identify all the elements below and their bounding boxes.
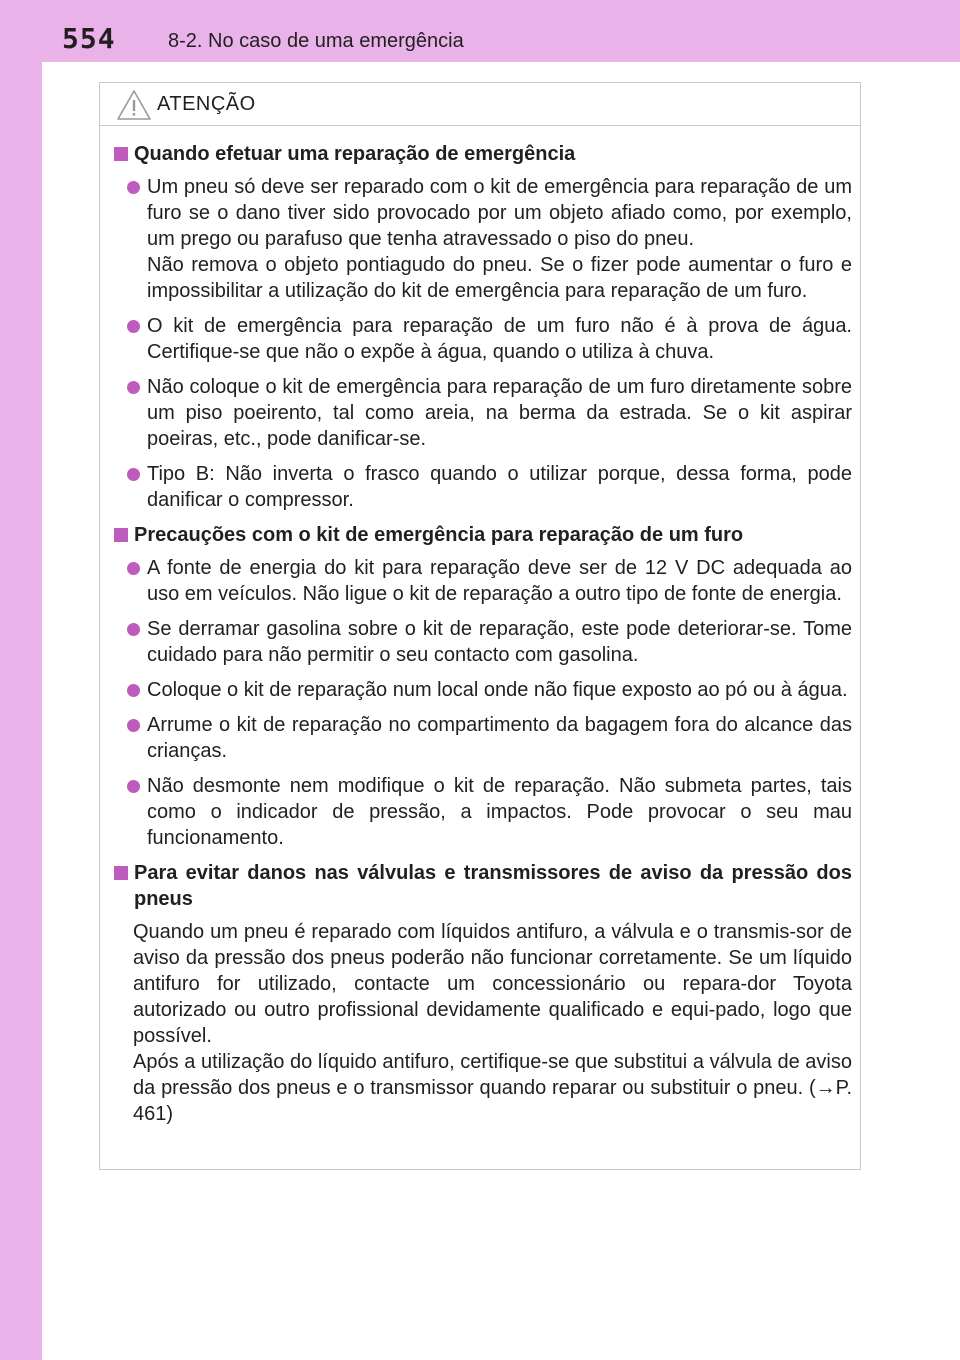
side-color-strip: [0, 0, 42, 1360]
item-text: Se derramar gasolina sobre o kit de reparação, este pode deteriorar-se. Tome cuidado para não permitir o seu contacto com gasolina.: [147, 618, 852, 666]
round-bullet-icon: [127, 562, 140, 575]
round-bullet-icon: [127, 320, 140, 333]
section-heading: Precauções com o kit de emergência para reparação de um furo: [114, 522, 852, 548]
warning-box: [99, 82, 861, 1170]
round-bullet-icon: [127, 684, 140, 697]
square-bullet-icon: [114, 528, 128, 542]
list-item: [127, 461, 852, 513]
list-item: [127, 555, 852, 607]
round-bullet-icon: [127, 623, 140, 636]
chapter-section-title: 8-2. No caso de uma emergência: [168, 30, 464, 52]
item-text: O kit de emergência para reparação de um furo não é à prova de água. Certifique-se que não o expõe à água, quando o utiliza à chuva.: [147, 315, 852, 363]
item-text: Não desmonte nem modifique o kit de reparação. Não submeta partes, tais como o indicador de pressão, a impactos. Pode provocar o seu mau funcionamento.: [147, 775, 852, 849]
item-text: Não coloque o kit de emergência para reparação de um furo diretamente sobre um piso poeirento, tal como areia, na berma da estrada. Se o kit aspirar poeiras, etc., pode danificar-se.: [147, 376, 852, 450]
section-heading: Para evitar danos nas válvulas e transmissores de aviso da pressão dos pneus: [114, 860, 852, 912]
square-bullet-icon: [114, 866, 128, 880]
section-tpms-damage: [114, 860, 852, 1127]
list-item: [127, 374, 852, 452]
round-bullet-icon: [127, 719, 140, 732]
warning-body: [100, 126, 860, 1127]
section-emergency-repair: [114, 141, 852, 513]
item-text: A fonte de energia do kit para reparação deve ser de 12 V DC adequada ao uso em veículos. Não ligue o kit de reparação a outro tipo de fonte de energia.: [147, 557, 852, 605]
section-heading: Quando efetuar uma reparação de emergência: [114, 141, 852, 167]
item-text-extra: Não remova o objeto pontiagudo do pneu. Se o fizer pode aumentar o furo e impossibilitar a utilização do kit de emergência para reparação de um furo.: [147, 254, 852, 302]
list-item: [127, 616, 852, 668]
list-item: [127, 174, 852, 304]
list-item: [127, 712, 852, 764]
paragraph-text: Quando um pneu é reparado com líquidos antifuro, a válvula e o transmis-sor de aviso da pressão dos pneus poderão não funcionar corretamente. Se um líquido antifuro for utilizado, contacte um concessionário ou repara-dor Toyota autorizado ou outro profissional devidamente qualificado e equi-pado, logo que possível. Após a utilização do líquido antifuro, certifique-se que substitui a válvula de aviso da pressão dos pneus e o transmissor quando reparar ou substituir o pneu. (→P. 461): [133, 921, 852, 1125]
section-kit-precautions: [114, 522, 852, 851]
item-text: Tipo B: Não inverta o frasco quando o utilizar porque, dessa forma, pode danificar o compressor.: [147, 463, 852, 511]
list-item: [127, 313, 852, 365]
list-item: [127, 773, 852, 851]
round-bullet-icon: [127, 468, 140, 481]
warning-title: ATENÇÃO: [157, 93, 256, 115]
square-bullet-icon: [114, 147, 128, 161]
round-bullet-icon: [127, 181, 140, 194]
warning-triangle-icon: [116, 89, 152, 121]
round-bullet-icon: [127, 381, 140, 394]
item-text: Um pneu só deve ser reparado com o kit de emergência para reparação de um furo se o dano tiver sido provocado por um objeto afiado como, por exemplo, um prego ou parafuso que tenha atravessado o piso do pneu.: [147, 176, 852, 250]
list-item: [127, 677, 852, 703]
warning-box-header: [100, 83, 860, 126]
page-number: 554: [62, 22, 116, 55]
round-bullet-icon: [127, 780, 140, 793]
item-text: Coloque o kit de reparação num local onde não fique exposto ao pó ou à água.: [147, 679, 848, 701]
item-text: Arrume o kit de reparação no compartimento da bagagem fora do alcance das crianças.: [147, 714, 852, 762]
